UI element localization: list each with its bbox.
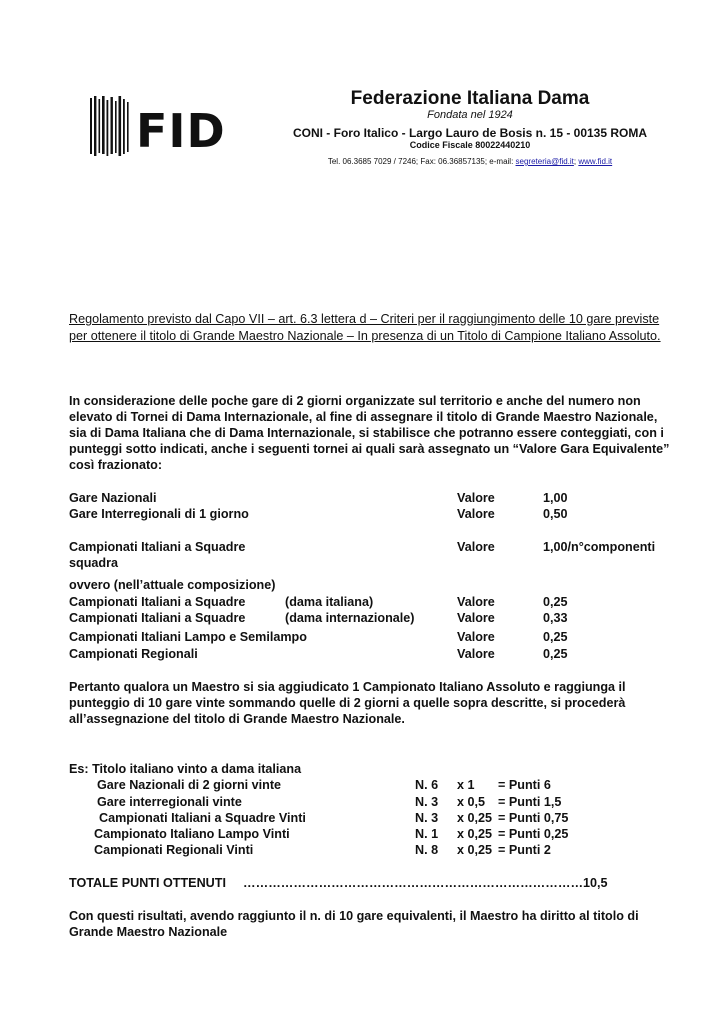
example-row-multiplier: x 0,25 bbox=[457, 827, 493, 841]
value-number: 1,00 bbox=[543, 491, 568, 505]
contact-separator: ; bbox=[573, 157, 579, 166]
intro-line-1: In considerazione delle poche gare di 2 giorni organizzate sul territorio e anche del numero non bbox=[69, 394, 641, 408]
example-row-count: N. 3 bbox=[415, 811, 439, 825]
value-row-name: Campionati Italiani Lampo e Semilampo bbox=[69, 630, 307, 644]
value-label: Valore bbox=[457, 611, 495, 625]
contact-line bbox=[280, 157, 660, 166]
example-row-points: = Punti 6 bbox=[498, 778, 551, 792]
total-label: TOTALE PUNTI OTTENUTI bbox=[69, 876, 226, 890]
composition-note: ovvero (nell’attuale composizione) bbox=[69, 578, 276, 592]
regulation-title-line-1: Regolamento previsto dal Capo VII – art. 6.3 lettera d – Criteri per il raggiungimento delle 10 gare previste bbox=[69, 312, 660, 326]
conclusion-line-1: Con questi risultati, avendo raggiunto il n. di 10 gare equivalenti, il Maestro ha diritto al titolo di bbox=[69, 909, 639, 923]
example-row-multiplier: x 0,25 bbox=[457, 811, 493, 825]
value-row-name: Campionati Italiani a Squadre bbox=[69, 595, 246, 609]
value-row-name: Campionati Italiani a Squadre bbox=[69, 611, 246, 625]
example-row-name: Gare Nazionali di 2 giorni vinte bbox=[97, 778, 282, 792]
example-row-count: N. 3 bbox=[415, 795, 439, 809]
value-number: 0,25 bbox=[543, 647, 568, 661]
founded-note: Fondata nel 1924 bbox=[427, 109, 513, 121]
value-label: Valore bbox=[457, 630, 495, 644]
example-row-name: Campionati Regionali Vinti bbox=[94, 843, 254, 857]
value-label: Valore bbox=[457, 507, 495, 521]
example-row-points: = Punti 0,75 bbox=[498, 811, 569, 825]
value-number: 0,33 bbox=[543, 611, 568, 625]
value-number: 0,50 bbox=[543, 507, 568, 521]
website-link[interactable]: www.fid.it bbox=[578, 157, 613, 166]
example-row-points: = Punti 1,5 bbox=[498, 795, 562, 809]
value-row-tag: (dama internazionale) bbox=[285, 611, 415, 625]
example-heading: Es: Titolo italiano vinto a dama italiana bbox=[69, 762, 302, 776]
value-row-tag: (dama italiana) bbox=[285, 595, 374, 609]
fid-logo-text: FID bbox=[136, 104, 226, 158]
pertanto-line-1: Pertanto qualora un Maestro si sia aggiudicato 1 Campionato Italiano Assoluto e raggiunga il bbox=[69, 680, 626, 694]
email-link[interactable]: segreteria@fid.it bbox=[515, 157, 574, 166]
value-label: Valore bbox=[457, 491, 495, 505]
value-row-name: Gare Interregionali di 1 giorno bbox=[69, 507, 249, 521]
conclusion-line-2: Grande Maestro Nazionale bbox=[69, 925, 228, 939]
pertanto-line-3: all’assegnazione del titolo di Grande Maestro Nazionale. bbox=[69, 712, 405, 726]
example-row-multiplier: x 1 bbox=[457, 778, 475, 792]
value-number: 0,25 bbox=[543, 630, 568, 644]
example-row-name: Gare interregionali vinte bbox=[97, 795, 242, 809]
example-row-points: = Punti 2 bbox=[498, 843, 551, 857]
fid-logo-mark-icon bbox=[90, 96, 226, 158]
fid-logo bbox=[90, 96, 226, 158]
federation-title: Federazione Italiana Dama bbox=[350, 88, 590, 109]
example-row-multiplier: x 0,5 bbox=[457, 795, 486, 809]
federation-address: CONI - Foro Italico - Largo Lauro de Bosis n. 15 - 00135 ROMA bbox=[292, 126, 648, 140]
contact-phone-fax: Tel. 06.3685 7029 / 7246; Fax: 06.36857135; e-mail: bbox=[327, 157, 516, 166]
pertanto-line-2: punteggio di 10 gare vinte sommando quelle di 2 giorni a quelle sopra descritte, si procederà bbox=[69, 696, 626, 710]
example-row-name: Campionato Italiano Lampo Vinti bbox=[94, 827, 290, 841]
tax-code: Codice Fiscale 80022440210 bbox=[409, 140, 531, 150]
example-row-name: Campionati Italiani a Squadre Vinti bbox=[99, 811, 306, 825]
value-number: 0,25 bbox=[543, 595, 568, 609]
intro-line-3: sia di Dama Italiana che di Dama Internazionale, si stabilisce che potranno essere conteggiati, con i bbox=[69, 426, 664, 440]
intro-line-5: così frazionato: bbox=[69, 458, 163, 472]
intro-line-2: elevato di Tornei di Dama Internazionale, al fine di assegnare il titolo di Grande Maestro Nazionale, bbox=[69, 410, 658, 424]
value-row-name: Campionati Regionali bbox=[69, 647, 198, 661]
value-label: Valore bbox=[457, 595, 495, 609]
example-row-count: N. 6 bbox=[415, 778, 439, 792]
value-label: Valore bbox=[457, 540, 495, 554]
value-number: 1,00/n°componenti bbox=[543, 540, 656, 554]
value-row-name: Campionati Italiani a Squadre bbox=[69, 540, 246, 554]
total-value: ………………………………………………………………………10,5 bbox=[243, 876, 608, 890]
value-row-continuation: squadra bbox=[69, 556, 118, 570]
example-row-count: N. 8 bbox=[415, 843, 439, 857]
intro-line-4: punteggi sotto indicati, anche i seguenti tornei ai quali sarà assegnato un “Valore Gara Equivalente” bbox=[69, 442, 670, 456]
value-label: Valore bbox=[457, 647, 495, 661]
value-row-name: Gare Nazionali bbox=[69, 491, 157, 505]
example-row-count: N. 1 bbox=[415, 827, 439, 841]
example-row-multiplier: x 0,25 bbox=[457, 843, 493, 857]
regulation-title-line-2: per ottenere il titolo di Grande Maestro Nazionale – In presenza di un Titolo di Campione Italiano Assoluto. bbox=[69, 329, 661, 343]
example-row-points: = Punti 0,25 bbox=[498, 827, 569, 841]
